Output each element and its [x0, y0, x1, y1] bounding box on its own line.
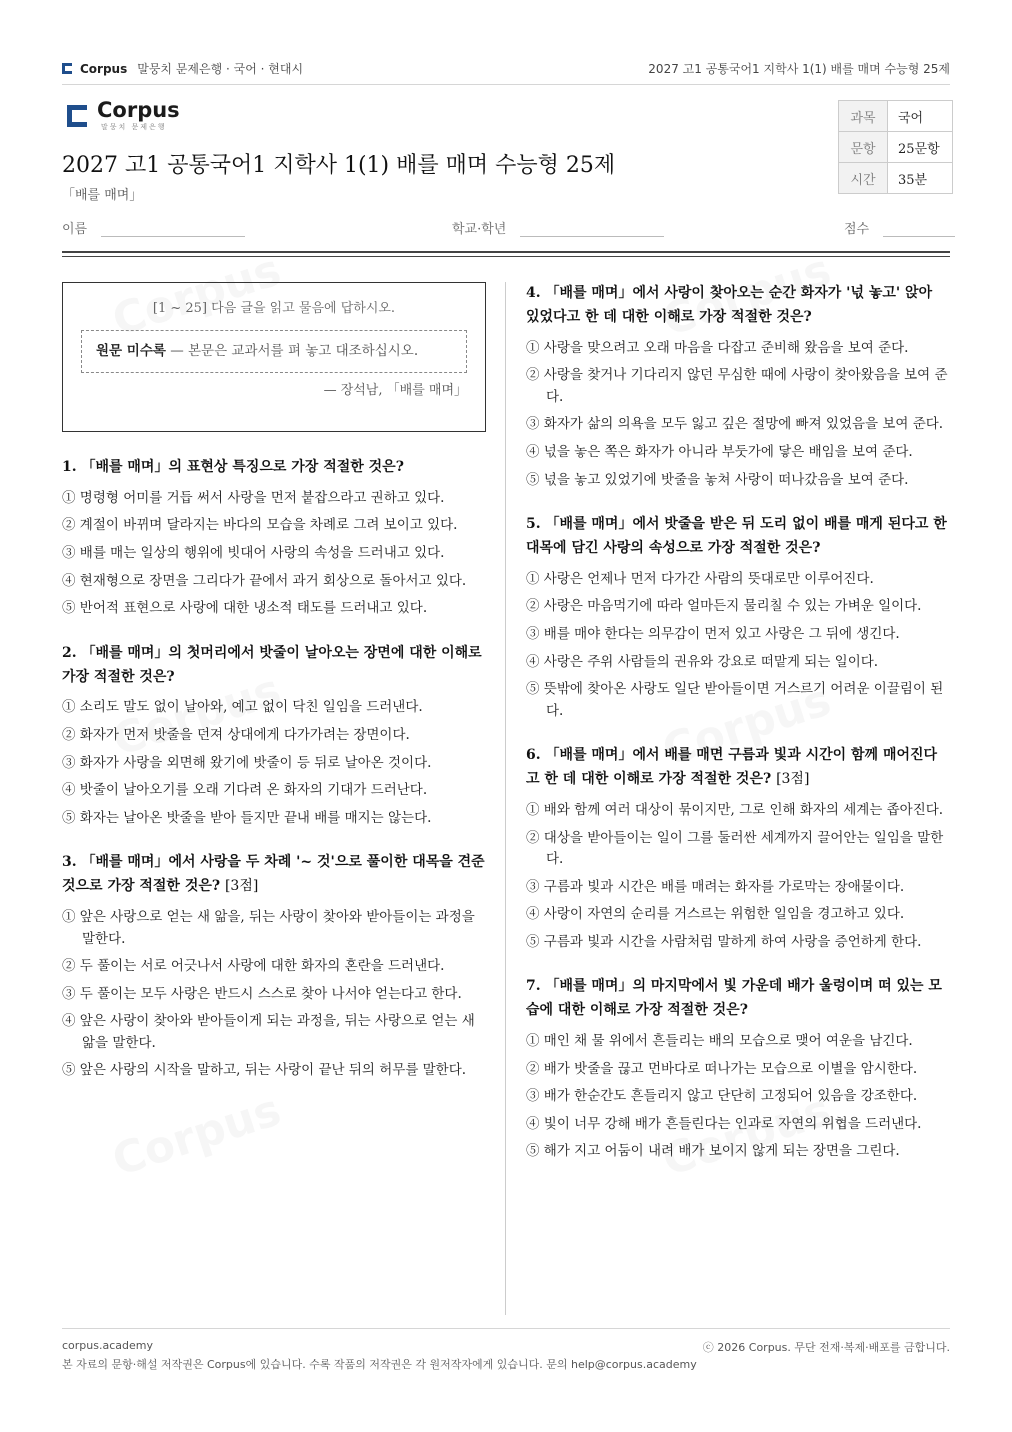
question-points: [3점]	[776, 771, 810, 788]
stem-text: 6. 「배를 매며」에서 배를 매면 구름과 빛과 시간이 함께 매어진다고 한 데 대한 이해로 가장 적절한 것은?	[526, 747, 938, 788]
question-1	[62, 456, 486, 620]
passage-note	[81, 330, 467, 374]
name-label: 이름	[62, 222, 88, 237]
note-text: — 본문은 교과서를 펴 놓고 대조하십시오.	[170, 342, 419, 359]
info-value: 35분	[888, 163, 953, 194]
question-2	[62, 642, 486, 830]
info-row	[839, 163, 953, 194]
question-7	[526, 975, 950, 1163]
option[interactable]: ④ 앞은 사랑이 찾아와 받아들이게 되는 과정을, 뒤는 사랑으로 얻는 새 앎을 말한다.	[62, 1013, 475, 1051]
option[interactable]: ③ 화자가 삶의 의욕을 모두 잃고 깊은 절망에 빠져 있었음을 보여 준다.	[526, 416, 944, 433]
option[interactable]: ② 대상을 받아들이는 일이 그를 둘러싼 세계까지 끌어안는 일임을 말한다.	[526, 829, 944, 868]
info-row	[839, 101, 953, 132]
corpus-logo-icon	[62, 63, 72, 74]
question-stem	[62, 851, 486, 899]
header-doc-title: 2027 고1 공통국어1 지학사 1(1) 배를 매며 수능형 25제	[648, 62, 950, 76]
page-title: 2027 고1 공통국어1 지학사 1(1) 배를 매며 수능형 25제	[62, 153, 616, 178]
stem-text: 2. 「배를 매며」의 첫머리에서 밧줄이 날아오는 장면에 대한 이해로 가장 적절한 것은?	[62, 644, 482, 685]
question-stem	[526, 282, 950, 330]
right-column	[526, 282, 950, 1185]
option[interactable]: ① 사랑은 언제나 먼저 다가간 사람의 뜻대로만 이루어진다.	[526, 570, 874, 587]
brand-name: Corpus	[80, 61, 128, 76]
option[interactable]: ④ 넋을 놓은 쪽은 화자가 아니라 부둣가에 닿은 배임을 보여 준다.	[526, 443, 913, 460]
stem-text: 1. 「배를 매며」의 표현상 특징으로 가장 적절한 것은?	[62, 459, 404, 475]
option[interactable]: ⑤ 앞은 사랑의 시작을 말하고, 뒤는 사랑이 끝난 뒤의 허무를 말한다.	[62, 1062, 467, 1079]
logo-word: Corpus	[97, 98, 180, 122]
header-rule	[62, 251, 950, 253]
passage-instruction: [1 ~ 25] 다음 글을 읽고 물음에 답하시오.	[152, 301, 396, 316]
question-3	[62, 851, 486, 1082]
option[interactable]: ③ 화자가 사랑을 외면해 왔기에 밧줄이 등 뒤로 날아온 것이다.	[62, 754, 432, 771]
question-stem	[526, 744, 950, 792]
score-field[interactable]	[844, 218, 955, 237]
option[interactable]: ⑤ 반어적 표현으로 사랑에 대한 냉소적 태도를 드러내고 있다.	[62, 600, 428, 617]
option[interactable]: ③ 배가 한순간도 흔들리지 않고 단단히 고정되어 있음을 강조한다.	[526, 1088, 918, 1105]
option[interactable]: ① 앞은 사랑으로 얻는 새 앎을, 뒤는 사랑이 찾아와 받아들이는 과정을 말한다.	[62, 908, 475, 947]
question-6	[526, 744, 950, 953]
option[interactable]: ① 명령형 어미를 거듭 써서 사랑을 먼저 붙잡으라고 권하고 있다.	[62, 489, 445, 506]
question-points: [3점]	[224, 878, 259, 895]
name-field[interactable]	[62, 218, 245, 237]
question-4	[526, 282, 950, 491]
school-label: 학교·학년	[452, 222, 507, 237]
corpus-logo	[67, 100, 197, 136]
info-table	[838, 100, 953, 194]
note-label: 원문 미수록	[96, 342, 166, 359]
score-label: 점수	[844, 222, 870, 237]
option[interactable]: ③ 두 풀이는 모두 사랑은 반드시 스스로 찾아 나서야 얻는다고 한다.	[62, 985, 462, 1002]
passage-author: — 장석남, 「배를 매며」	[323, 383, 467, 399]
footer-site[interactable]: corpus.academy	[62, 1339, 153, 1352]
option[interactable]: ② 계절이 바뀌며 달라지는 바다의 모습을 차례로 그려 보이고 있다.	[62, 517, 458, 534]
top-bar	[62, 58, 950, 85]
school-blank[interactable]	[520, 220, 664, 237]
footer-copyright: ⓒ 2026 Corpus. 무단 전재·복제·배포를 금합니다.	[702, 1341, 950, 1354]
header-rule	[62, 256, 950, 257]
option[interactable]: ② 화자가 먼저 밧줄을 던져 상대에게 다가가려는 장면이다.	[62, 726, 410, 743]
option[interactable]: ① 배와 함께 여러 대상이 묶이지만, 그로 인해 화자의 세계는 좁아진다.	[526, 801, 944, 818]
info-value: 25문항	[888, 132, 953, 163]
question-stem	[62, 642, 486, 690]
page-subtitle: 「배를 매며」	[62, 188, 143, 203]
option[interactable]: ③ 구름과 빛과 시간은 배를 매려는 화자를 가로막는 장애물이다.	[526, 878, 905, 895]
option[interactable]: ④ 현재형으로 장면을 그리다가 끝에서 과거 회상으로 돌아서고 있다.	[62, 572, 467, 589]
info-key: 문항	[839, 132, 888, 163]
option[interactable]: ② 사랑을 찾거나 기다리지 않던 무심한 때에 사랑이 찾아왔음을 보여 준다.	[526, 367, 948, 405]
option[interactable]: ⑤ 해가 지고 어둠이 내려 배가 보이지 않게 되는 장면을 그린다.	[526, 1143, 900, 1160]
left-column	[62, 282, 486, 1104]
question-5	[526, 513, 950, 722]
question-stem	[526, 513, 950, 561]
info-row	[839, 132, 953, 163]
passage-box	[62, 282, 486, 432]
option[interactable]: ③ 배를 매야 한다는 의무감이 먼저 있고 사랑은 그 뒤에 생긴다.	[526, 625, 900, 642]
stem-text: 3. 「배를 매며」에서 사랑을 두 차례 '~ 것'으로 풀이한 대목을 견준 것으로 가장 적절한 것은?	[62, 854, 485, 895]
option[interactable]: ① 매인 채 물 위에서 흔들리는 배의 모습으로 맺어 여운을 남긴다.	[526, 1033, 913, 1050]
logo-sub: 말뭉치 문제은행	[101, 123, 167, 131]
info-key: 시간	[839, 163, 888, 194]
option[interactable]: ④ 빛이 너무 강해 배가 흔들린다는 인과로 자연의 위협을 드러낸다.	[526, 1115, 922, 1132]
stem-text: 5. 「배를 매며」에서 밧줄을 받은 뒤 도리 없이 배를 매게 된다고 한 대목에 담긴 사랑의 속성으로 가장 적절한 것은?	[526, 516, 947, 556]
option[interactable]: ③ 배를 매는 일상의 행위에 빗대어 사랑의 속성을 드러내고 있다.	[62, 544, 445, 561]
school-field[interactable]	[452, 218, 664, 237]
info-value: 국어	[888, 101, 953, 132]
footer-notice: 본 자료의 문항·해설 저작권은 Corpus에 있습니다. 수록 작품의 저작권은 각 원저작자에게 있습니다. 문의 help@corpus.academy	[62, 1358, 697, 1371]
option[interactable]: ① 사랑을 맞으려고 오래 마음을 다잡고 준비해 왔음을 보여 준다.	[526, 339, 909, 356]
info-key: 과목	[839, 101, 888, 132]
option[interactable]: ⑤ 넋을 놓고 있었기에 밧줄을 놓쳐 사랑이 떠나갔음을 보여 준다.	[526, 471, 909, 488]
stem-text: 4. 「배를 매며」에서 사랑이 찾아오는 순간 화자가 '넋 놓고' 앉아 있었다고 한 데 대한 이해로 가장 적절한 것은?	[526, 285, 933, 325]
stem-text: 7. 「배를 매며」의 마지막에서 빛 가운데 배가 울렁이며 떠 있는 모습에 대한 이해로 가장 적절한 것은?	[526, 978, 942, 1019]
corpus-mark-icon	[67, 105, 87, 127]
breadcrumb: 말뭉치 문제은행 · 국어 · 현대시	[137, 62, 304, 76]
column-divider	[505, 282, 506, 1315]
name-blank[interactable]	[101, 220, 245, 237]
option[interactable]: ⑤ 구름과 빛과 시간을 사람처럼 말하게 하여 사랑을 증언하게 한다.	[526, 933, 922, 950]
option[interactable]: ⑤ 뜻밖에 찾아온 사랑도 일단 받아들이면 거스르기 어려운 이끌림이 된다.	[526, 681, 944, 719]
score-blank[interactable]	[883, 220, 955, 237]
question-stem	[526, 975, 950, 1023]
option[interactable]: ④ 밧줄이 날아오기를 오래 기다려 온 화자의 기대가 드러난다.	[62, 782, 428, 799]
option[interactable]: ② 배가 밧줄을 끊고 먼바다로 떠나가는 모습으로 이별을 암시한다.	[526, 1060, 918, 1077]
option[interactable]: ① 소리도 말도 없이 날아와, 예고 없이 닥친 일임을 드러낸다.	[62, 699, 423, 716]
option[interactable]: ⑤ 화자는 날아온 밧줄을 받아 들지만 끝내 배를 매지는 않는다.	[62, 809, 432, 826]
page-footer	[62, 1328, 950, 1372]
option[interactable]: ② 두 풀이는 서로 어긋나서 사랑에 대한 화자의 혼란을 드러낸다.	[62, 958, 445, 975]
option[interactable]: ② 사랑은 마음먹기에 따라 얼마든지 물리칠 수 있는 가벼운 일이다.	[526, 598, 922, 615]
option[interactable]: ④ 사랑은 주위 사람들의 권유와 강요로 떠맡게 되는 일이다.	[526, 653, 879, 670]
question-stem	[62, 456, 486, 480]
option[interactable]: ④ 사랑이 자연의 순리를 거스르는 위험한 일임을 경고하고 있다.	[526, 906, 905, 923]
